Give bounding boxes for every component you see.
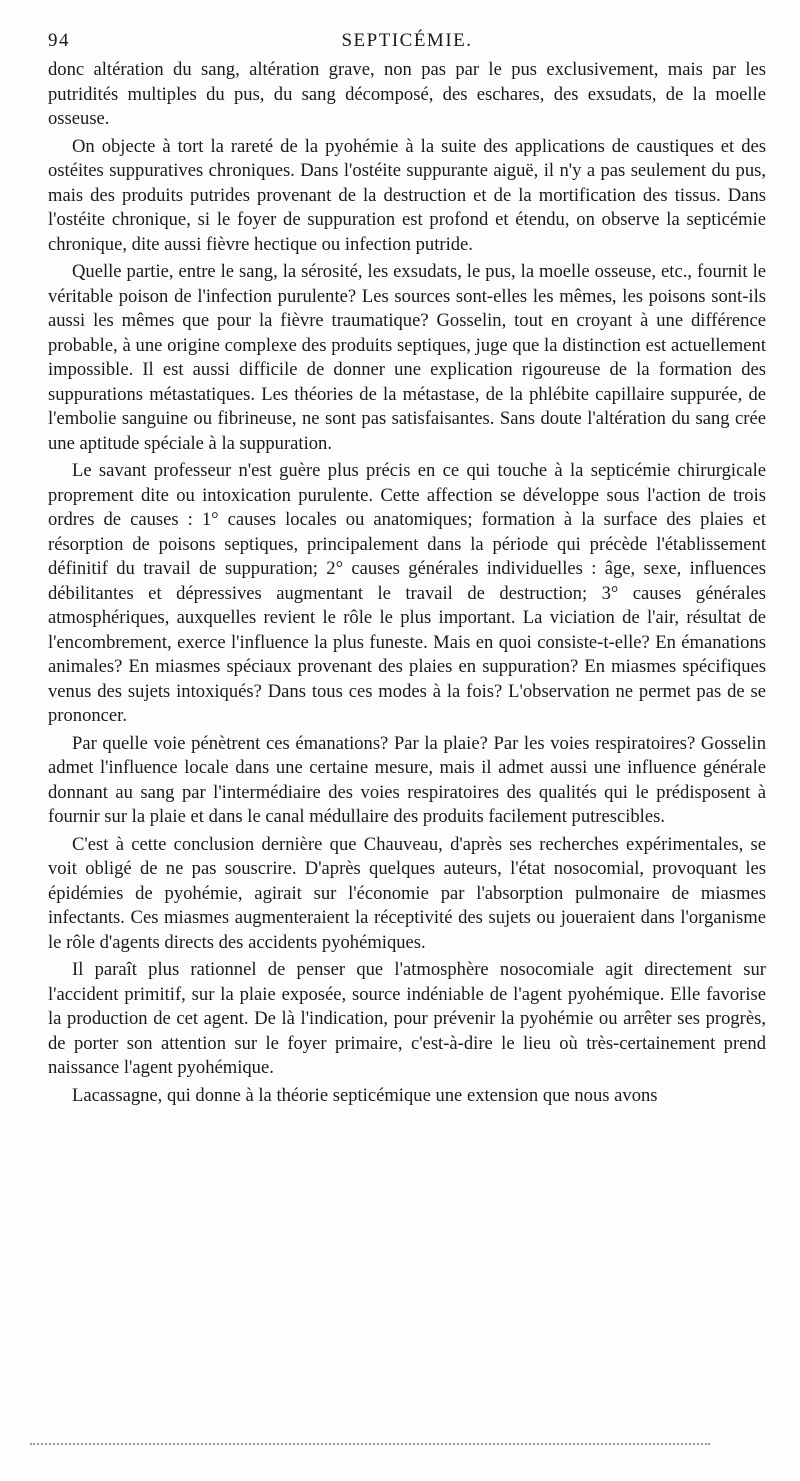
page-number: 94 [48,30,70,51]
running-title: SEPTICÉMIE. [341,30,473,51]
paragraph: Il paraît plus rationnel de penser que l'atmosphère nosocomiale agit directement sur l'accident primitif, sur la plaie exposée, source indéniable de l'agent pyohémique. Elle favorise la production de cet agent. De là l'indication, pour prévenir la pyohémie ou arrêter ses progrès, de porter son attention sur le foyer primaire, c'est-à-dire le lieu où très-certainement prend naissance l'agent pyohémique. [48,959,766,1078]
paragraph: Par quelle voie pénètrent ces émanations? Par la plaie? Par les voies respiratoires? Gosselin admet l'influence locale dans une certaine mesure, mais il admet aussi une influence générale donnant au sang par l'intermédiaire des voies respiratoires des qualités qui le prédisposent à fournir sur la plaie et dans le canal médullaire des produits facilement putrescibles. [48,732,766,827]
paragraph: Quelle partie, entre le sang, la sérosité, les exsudats, le pus, la moelle osseuse, etc., fournit le véritable poison de l'infection purulente? Les sources sont-elles les mêmes, les poisons sont-ils aussi les mêmes que pour la fièvre traumatique? Gosselin, tout en croyant à une différence probable, à une origine complexe des produits septiques, juge que la distinction est actuellement impossible. Il est aussi difficile de donner une explication rigoureuse de la formation des suppurations métastatiques. Les théories de la métastase, de la phlébite capillaire suppurée, de l'embolie sanguine ou fibrineuse, ne sont pas satisfaisantes. Sans doute l'altération du sang crée une aptitude spéciale à la suppuration. [48,261,766,454]
paragraph-continuation: donc altération du sang, altération grave, non pas par le pus exclusivement, mais par les putridités multiples du pus, du sang décomposé, des eschares, des exsudats, de la moelle osseuse. [48,59,766,129]
running-head [48,30,766,58]
body-text [48,58,766,1108]
paragraph: C'est à cette conclusion dernière que Chauveau, d'après ses recherches expérimentales, se voit obligé de ne pas souscrire. D'après quelques auteurs, l'état nosocomial, provoquant les épidémies de pyohémie, agirait sur l'économie par l'absorption pulmonaire de miasmes infectants. Ces miasmes augmenteraient la réceptivité des sujets ou joueraient dans l'organisme le rôle d'agents directs des accidents pyohémiques. [48,833,766,953]
book-page [48,30,766,1108]
footer-rule [30,1443,710,1445]
paragraph: On objecte à tort la rareté de la pyohémie à la suite des applications de caustiques et des ostéites suppuratives chroniques. Dans l'ostéite suppurante aiguë, il n'y a pas seulement du pus, mais des produits putrides provenant de la destruction et de la mortification des tissus. Dans l'ostéite chronique, si le foyer de suppuration est profond et étendu, on observe la septicémie chronique, dite aussi fièvre hectique ou infection putride. [48,135,766,255]
paragraph-incomplete: Lacassagne, qui donne à la théorie septicémique une extension que nous avons [72,1084,658,1106]
paragraph: Le savant professeur n'est guère plus précis en ce qui touche à la septicémie chirurgicale proprement dite ou intoxication purulente. Cette affection se développe sous l'action de trois ordres de causes : 1° causes locales ou anatomiques; formation à la surface des plaies et résorption de poisons septiques, principalement dans la période qui précède l'établissement définitif du travail de suppuration; 2° causes générales individuelles : âge, sexe, influences débilitantes et dépressives augmentant le travail de destruction; 3° causes générales atmosphériques, auxquelles revient le rôle le plus important. La viciation de l'air, résultat de l'encombrement, exerce l'influence la plus funeste. Mais en quoi consiste-t-elle? En émanations animales? En miasmes spéciaux provenant des plaies en suppuration? En miasmes spécifiques venus des sujets intoxiqués? Dans tous ces modes à la fois? L'observation ne permet pas de se prononcer. [48,460,766,726]
